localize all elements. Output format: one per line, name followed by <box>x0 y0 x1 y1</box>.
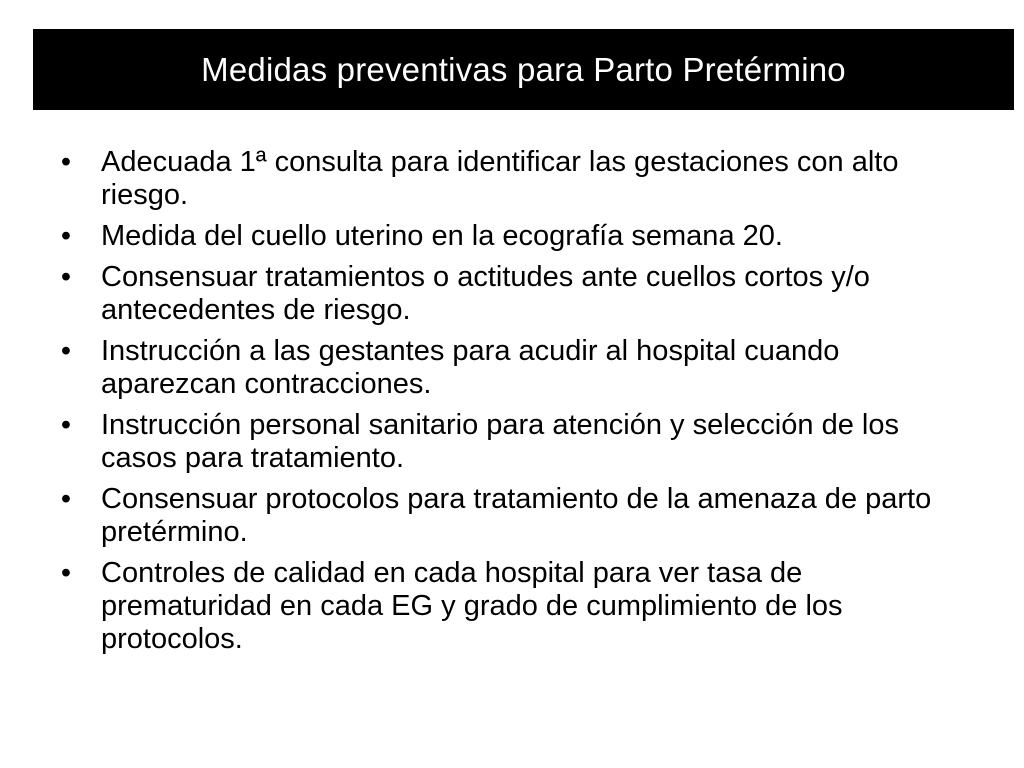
slide-title: Medidas preventivas para Parto Pretérmino <box>201 50 846 88</box>
bullet-icon: • <box>60 335 72 367</box>
bullet-icon: • <box>60 220 72 252</box>
bullet-icon: • <box>60 557 72 589</box>
bullet-item <box>56 220 976 253</box>
bullet-text: Controles de calidad en cada hospital para ver tasa de prematuridad en cada EG y grado de cumplimiento de los protocolos. <box>101 557 843 655</box>
bullet-icon: • <box>60 409 72 441</box>
bullet-item <box>56 483 976 549</box>
bullet-text: Instrucción a las gestantes para acudir al hospital cuando aparezcan contracciones. <box>101 335 840 400</box>
bullet-item <box>56 557 976 656</box>
bullet-text: Consensuar protocolos para tratamiento de la amenaza de parto pretérmino. <box>101 483 932 548</box>
bullet-icon: • <box>60 483 72 515</box>
bullet-item <box>56 261 976 327</box>
bullet-icon: • <box>60 261 72 293</box>
bullet-icon: • <box>60 146 72 178</box>
bullet-text: Consensuar tratamientos o actitudes ante cuellos cortos y/o antecedentes de riesgo. <box>101 261 870 326</box>
title-bar <box>33 29 1014 110</box>
bullet-list <box>56 146 976 664</box>
bullet-item <box>56 335 976 401</box>
bullet-item <box>56 146 976 212</box>
bullet-text: Medida del cuello uterino en la ecografía semana 20. <box>101 220 783 252</box>
bullet-text: Adecuada 1ª consulta para identificar las gestaciones con alto riesgo. <box>101 146 899 211</box>
bullet-text: Instrucción personal sanitario para atención y selección de los casos para tratamiento. <box>101 409 899 474</box>
bullet-item <box>56 409 976 475</box>
